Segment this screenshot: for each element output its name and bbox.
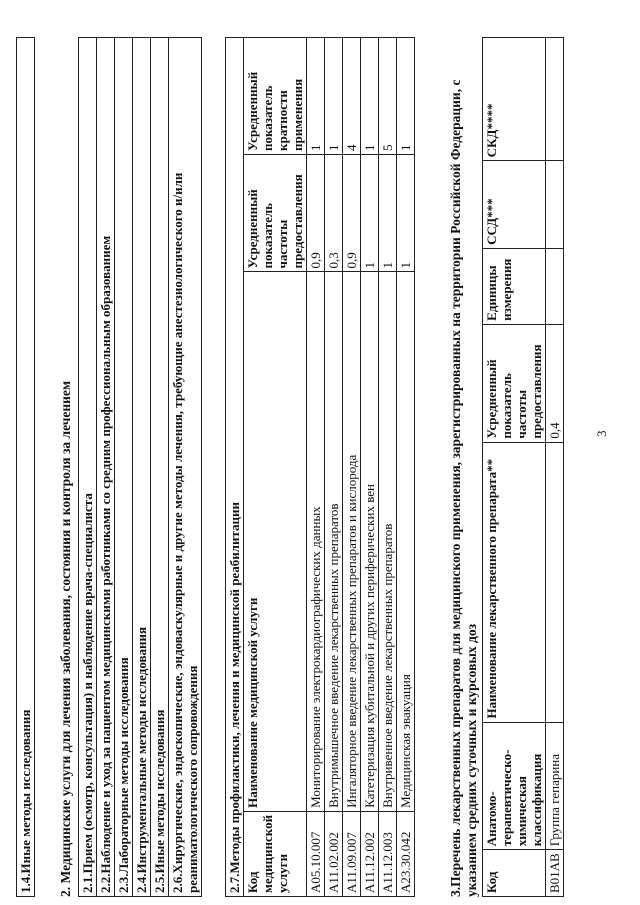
service-multiplicity: 1 xyxy=(397,38,415,155)
section-2-title: 2. Медицинские услуги для лечения заболевания, состояния и контроля за лечением xyxy=(58,380,73,897)
table-row xyxy=(546,38,564,897)
drug-unit xyxy=(546,248,564,324)
service-code: A11.12.002 xyxy=(361,811,379,896)
service-multiplicity: 1 xyxy=(361,38,379,155)
page-number: 3 xyxy=(594,430,609,437)
service-code: A23.30.042 xyxy=(397,811,415,896)
service-multiplicity: 1 xyxy=(325,38,343,155)
section-2-7: 2.7.Методы профилактики, лечения и медицинской реабилитации xyxy=(226,38,244,897)
drugs-header-code: Код xyxy=(483,850,546,897)
section-2-3: 2.3.Лабораторные методы исследования xyxy=(115,38,133,897)
service-name: Внутримышечное введение лекарственных препаратов xyxy=(325,272,343,811)
drugs-table xyxy=(482,37,564,897)
header-multiplicity: Усредненный показатель кратности применения xyxy=(244,38,307,155)
table-row xyxy=(361,38,379,897)
service-frequency: 0,3 xyxy=(325,155,343,272)
table-row xyxy=(379,38,397,897)
service-name: Внутривенное введение лекарственных препаратов xyxy=(379,272,397,811)
header-name: Наименование медицинской услуги xyxy=(244,272,307,811)
service-code: A11.02.002 xyxy=(325,811,343,896)
service-frequency: 0,9 xyxy=(307,155,325,272)
service-multiplicity: 5 xyxy=(379,38,397,155)
header-frequency: Усредненный показатель частоты предоставления xyxy=(244,155,307,272)
table-row xyxy=(397,38,415,897)
table-row xyxy=(325,38,343,897)
drugs-header-skd: СКД**** xyxy=(483,38,546,161)
table-row xyxy=(307,38,325,897)
header-code: Код медицинской услуги xyxy=(244,811,307,896)
service-frequency: 1 xyxy=(379,155,397,272)
rotated-content xyxy=(16,17,626,897)
section-3-title: 3.Перечень лекарственных препаратов для медицинского применения, зарегистрированных на территории Российской Федерации, с указанием средних суточных и курсовых доз xyxy=(448,79,479,897)
section-1-4: 1.4.Иные методы исследования xyxy=(17,38,35,897)
section-2-1: 2.1.Прием (осмотр, консультация) и наблюдение врача-специалиста xyxy=(79,38,97,897)
drug-ssd xyxy=(546,161,564,249)
section-2-2: 2.2.Наблюдение и уход за пациентом медицинскими работниками со средним профессиональным образованием xyxy=(97,38,115,897)
drug-skd xyxy=(546,38,564,161)
drugs-header-frequency: Усредненный показатель частоты предоставления xyxy=(483,324,546,442)
drugs-header-ssd: ССД*** xyxy=(483,161,546,249)
service-multiplicity: 4 xyxy=(343,38,361,155)
section-2-6: 2.6.Хирургические, эндоскопические, эндоваскулярные и другие методы лечения, требующие анестезиологического и/или реаниматологического сопровождения xyxy=(169,38,202,897)
service-name: Медицинская эвакуация xyxy=(397,272,415,811)
service-code: A11.12.003 xyxy=(379,811,397,896)
drugs-header-unit: Единицы измерения xyxy=(483,248,546,324)
service-multiplicity: 1 xyxy=(307,38,325,155)
service-name: Мониторирование электрокардиографических данных xyxy=(307,272,325,811)
section-1-4-table xyxy=(16,37,35,897)
service-code: A05.10.007 xyxy=(307,811,325,896)
drug-frequency: 0,4 xyxy=(546,324,564,442)
table-row xyxy=(343,38,361,897)
drugs-header-atc: Анатомо-терапевтическо-химическая классификация xyxy=(483,722,546,850)
services-header-row xyxy=(244,38,307,897)
drug-name xyxy=(546,442,564,722)
service-name: Ингаляторное введение лекарственных препаратов и кислорода xyxy=(343,272,361,811)
drug-code: B01AB xyxy=(546,850,564,897)
section-2-4: 2.4.Инструментальные методы исследования xyxy=(133,38,151,897)
drugs-header-name: Наименование лекарственного препарата** xyxy=(483,442,546,722)
services-table xyxy=(225,37,415,897)
service-frequency: 1 xyxy=(361,155,379,272)
service-name: Катетеризация кубитальной и других периферических вен xyxy=(361,272,379,811)
section-2-headings-table xyxy=(78,37,202,897)
drugs-header-row xyxy=(483,38,546,897)
service-code: A11.09.007 xyxy=(343,811,361,896)
section-2-5: 2.5.Иные методы исследования xyxy=(151,38,169,897)
service-frequency: 0,9 xyxy=(343,155,361,272)
service-frequency: 1 xyxy=(397,155,415,272)
drug-atc: Группа гепарина xyxy=(546,722,564,850)
